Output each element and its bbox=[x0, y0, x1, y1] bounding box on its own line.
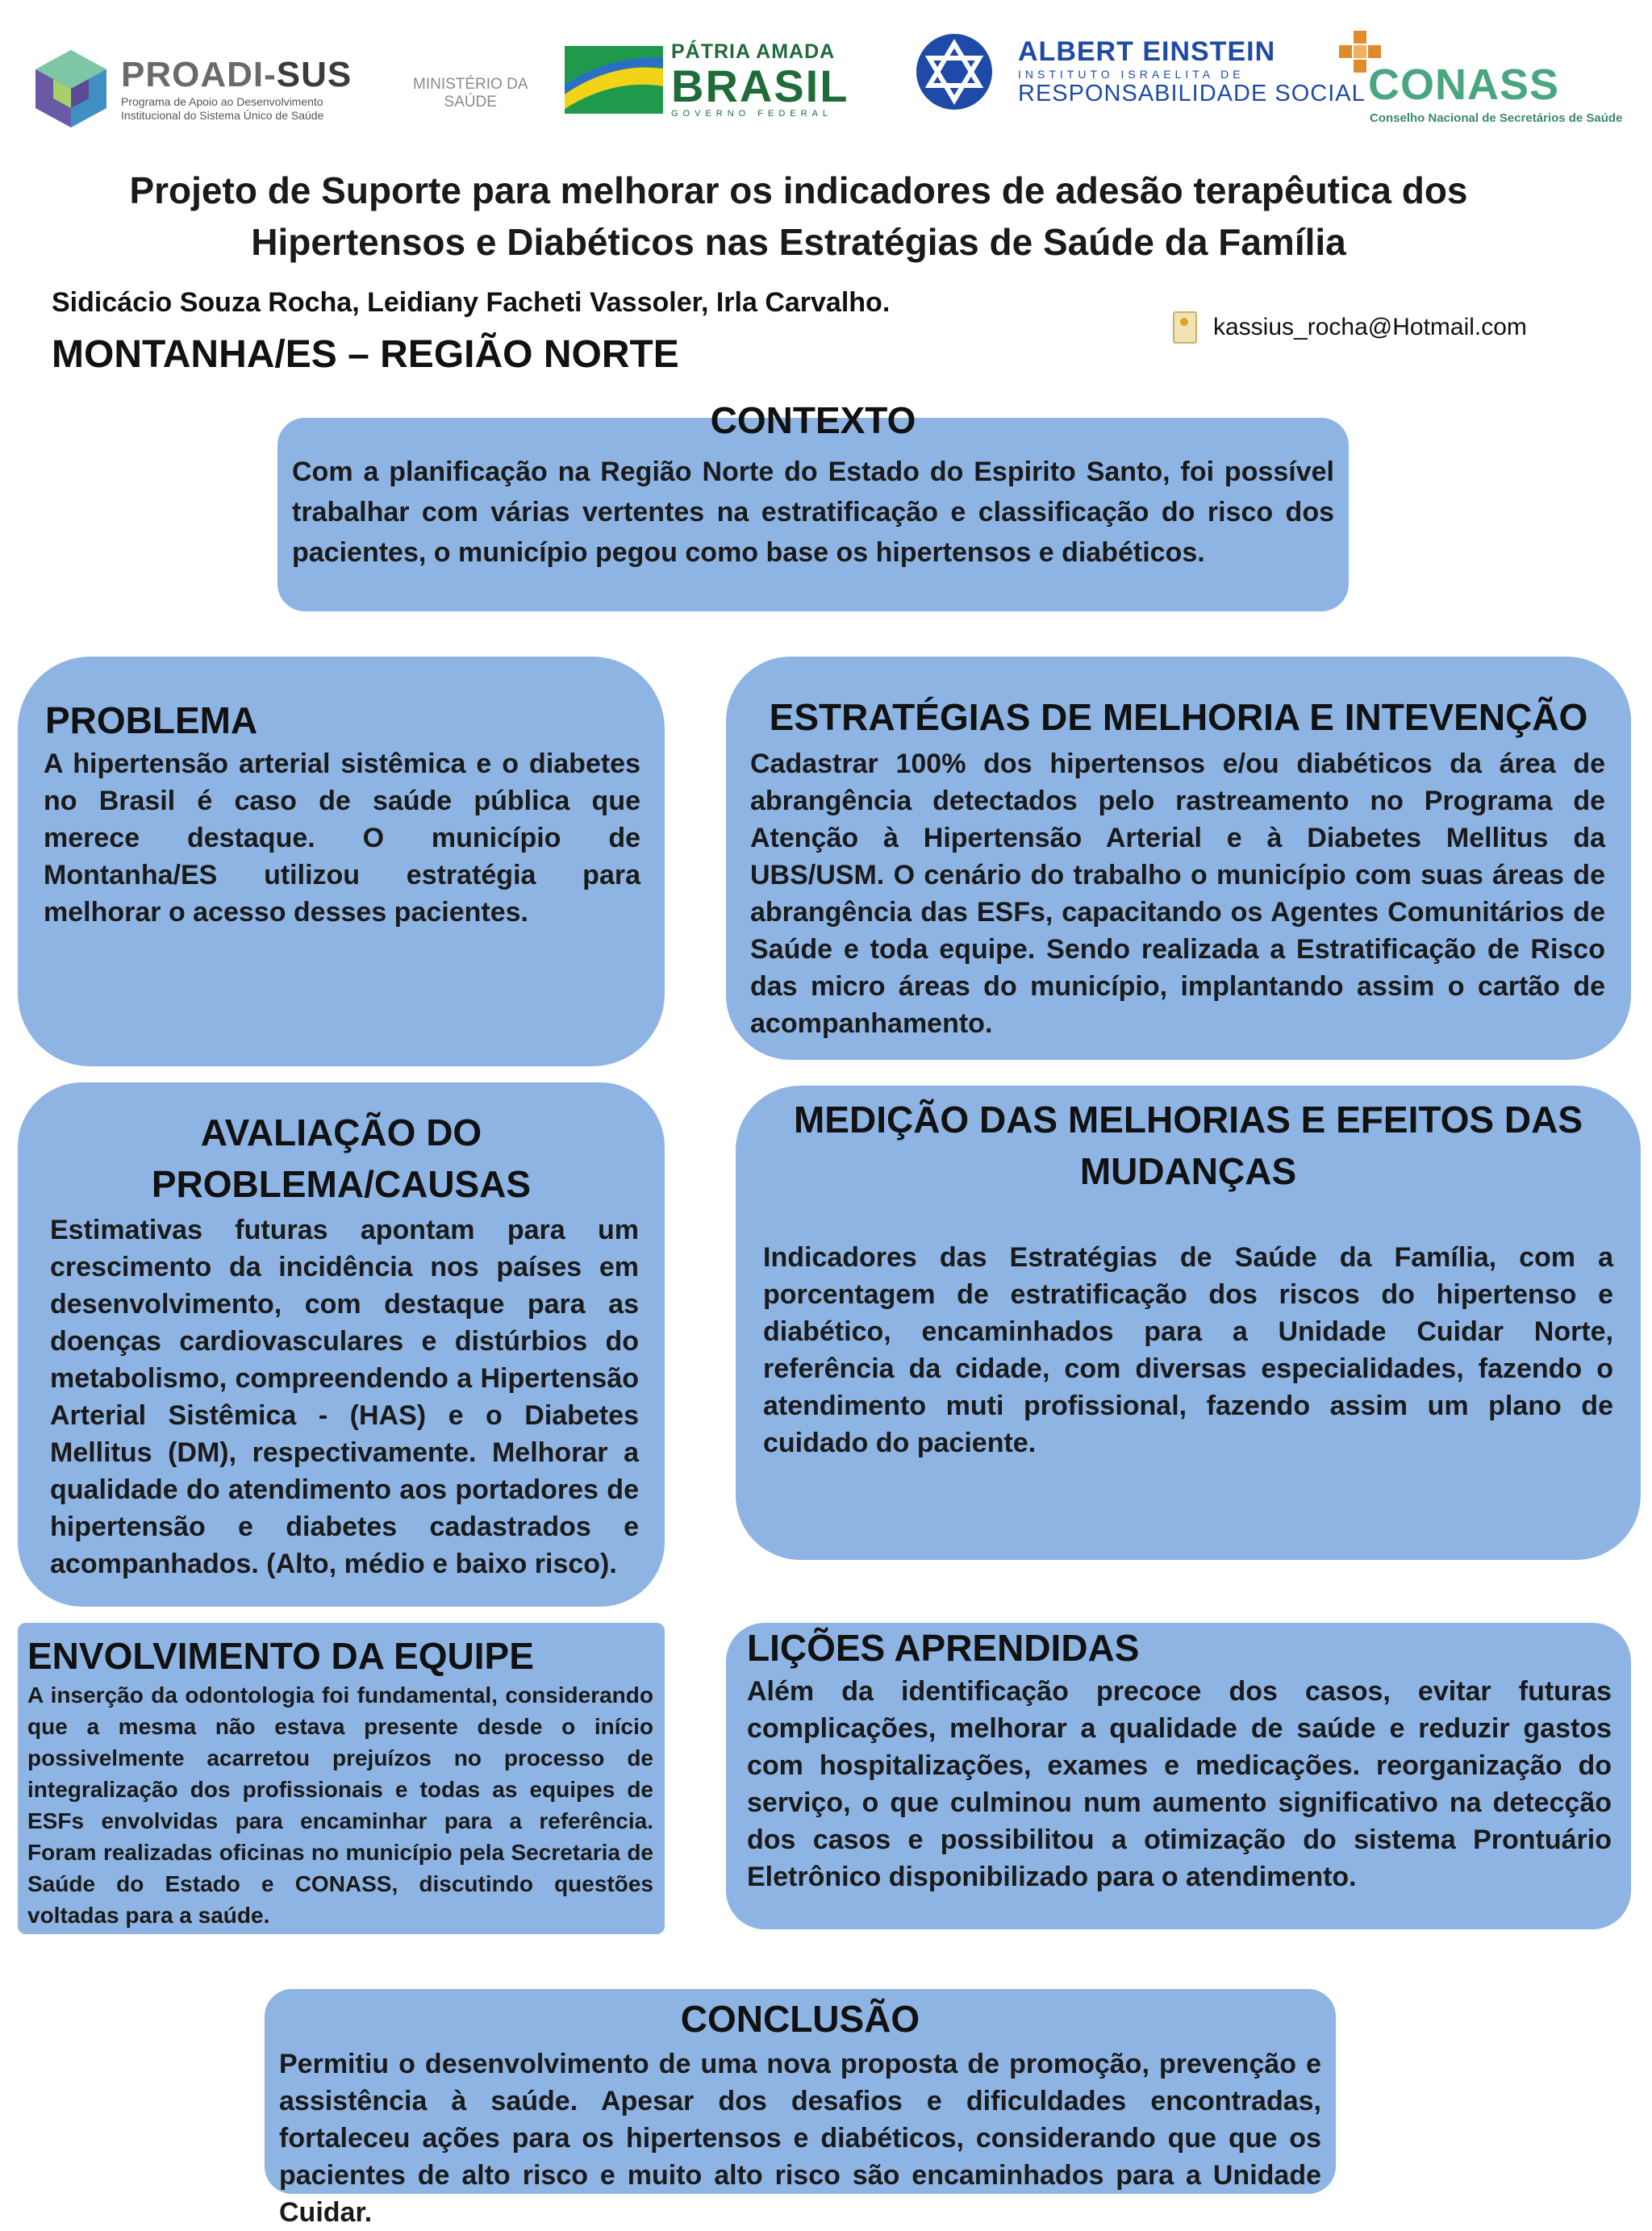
section-envolvimento bbox=[18, 1623, 665, 1934]
contexto-heading: CONTEXTO bbox=[710, 399, 916, 441]
envolvimento-heading: ENVOLVIMENTO DA EQUIPE bbox=[27, 1635, 534, 1677]
proadi-cube-icon bbox=[32, 47, 110, 131]
location: MONTANHA/ES – REGIÃO NORTE bbox=[52, 333, 679, 376]
licoes-heading: LIÇÕES APRENDIDAS bbox=[747, 1627, 1140, 1669]
email-contact bbox=[1173, 311, 1527, 344]
problema-heading: PROBLEMA bbox=[45, 699, 258, 741]
patria-amada-brasil-logo bbox=[565, 40, 849, 119]
title-line-1: Projeto de Suporte para melhorar os indicadores de adesão terapêutica dos bbox=[129, 169, 1468, 211]
albert-einstein-logo bbox=[915, 32, 1366, 111]
section-problema bbox=[18, 657, 665, 1066]
proadi-subtitle-2: Institucional do Sistema Único de Saúde bbox=[121, 109, 324, 122]
email-address: kassius_rocha@Hotmail.com bbox=[1213, 314, 1527, 340]
einstein-title: ALBERT EINSTEIN bbox=[1018, 36, 1276, 67]
medicao-heading-line-2: MUDANÇAS bbox=[1079, 1150, 1297, 1192]
ministerio-line2: SAÚDE bbox=[444, 94, 497, 111]
avaliacao-heading bbox=[18, 1107, 665, 1210]
medicao-heading-line-1: MEDIÇÃO DAS MELHORIAS E EFEITOS DAS bbox=[793, 1099, 1583, 1141]
einstein-responsibility: RESPONSABILIDADE SOCIAL bbox=[1018, 81, 1366, 106]
medicao-text: Indicadores das Estratégias de Saúde da Família, com a porcentagem de estratificação dos riscos do hipertenso e diabético, encaminhados para a Unidade Cuidar Norte, referência da cidade, com diversas especialidades, fazendo o atendimento muti profissional, fazendo assim um plano de cuidado do paciente. bbox=[763, 1242, 1613, 1458]
avaliacao-heading-line-2: PROBLEMA/CAUSAS bbox=[151, 1163, 532, 1205]
section-medicao bbox=[736, 1086, 1641, 1560]
proadi-name-part1: PROADI- bbox=[121, 55, 277, 94]
proadi-name-part2: SUS bbox=[276, 55, 353, 94]
ministerio-line1: MINISTÉRIO DA bbox=[413, 76, 528, 93]
conclusao-text: Permitiu o desenvolvimento de uma nova proposta de promoção, prevenção e assistência à saúde. Apesar dos desafios e dificuldades encontradas, fortaleceu ações para os hipertensos e diabéticos, considerando que que os pacientes de alto risco e muito alto risco são encaminhados para a Unidade Cuidar. bbox=[279, 2049, 1321, 2228]
proadi-sus-logo bbox=[32, 47, 352, 131]
brasil-gov-text: GOVERNO FEDERAL bbox=[671, 109, 833, 119]
problema-text: A hipertensão arterial sistêmica e o diabetes no Brasil é caso de saúde pública que merece destaque. O município de Montanha/ES utilizou estratégia para melhorar o acesso desses pacientes. bbox=[44, 749, 640, 928]
section-avaliacao bbox=[18, 1082, 665, 1607]
title-line-2: Hipertensos e Diabéticos nas Estratégias de Saúde da Família bbox=[251, 221, 1346, 263]
brasil-big-text: BRASIL bbox=[671, 60, 849, 111]
authors: Sidicácio Souza Rocha, Leidiany Facheti Vassoler, Irla Carvalho. bbox=[52, 287, 891, 318]
ministerio-saude-logo bbox=[413, 76, 528, 111]
conass-subtitle: Conselho Nacional de Secretários de Saúde bbox=[1370, 111, 1623, 125]
section-contexto bbox=[277, 399, 1349, 611]
licoes-text: Além da identificação precoce dos casos, evitar futuras complicações, melhorar a qualidade de saúde e reduzir gastos com hospitalizações, exames e medicações. reorganização do serviço, o que culminou num aumento significativo na detecção dos casos e possibilitou a otimização do sistema Prontuário Eletrônico disponibilizado para o atendimento. bbox=[747, 1676, 1612, 1892]
brazil-flag-icon bbox=[565, 46, 663, 114]
envolvimento-text: A inserção da odontologia foi fundamental, considerando que a mesma não estava presente desde o início possivelmente acarretou prejuízos no processo de integralização dos profissionais e todas as equipes de ESFs envolvidas para encaminhar para a referência. Foram realizadas oficinas no município pela Secretaria de Saúde do Estado e CONASS, discutindo questões voltadas para a saúde. bbox=[27, 1683, 653, 1928]
poster-title bbox=[81, 165, 1516, 268]
einstein-institute: INSTITUTO ISRAELITA DE bbox=[1018, 68, 1245, 81]
contexto-text: Com a planificação na Região Norte do Estado do Espirito Santo, foi possível trabalhar com várias vertentes na estratificação e classificação do risco dos pacientes, o município pegou como base os hipertensos e diabéticos. bbox=[292, 457, 1334, 568]
avaliacao-text: Estimativas futuras apontam para um crescimento da incidência nos países em desenvolvimento, com destaque para as doenças cardiovasculares e distúrbios do metabolismo, compreendendo a Hipertensão Arterial Sistêmica - (HAS) e o Diabetes Mellitus (DM), respectivamente. Melhorar a qualidade do atendimento aos portadores de hipertensão e diabetes cadastrados e acompanhados. (Alto, médio e baixo risco). bbox=[50, 1215, 639, 1579]
estrategias-text: Cadastrar 100% dos hipertensos e/ou diabéticos da área de abrangência detectados pelo rastreamento no Programa de Atenção à Hipertensão Arterial e à Diabetes Mellitus da UBS/USM. O cenário do trabalho o município com suas áreas de abrangência das ESFs, capacitando os Agentes Comunitários de Saúde e toda equipe. Sendo realizada a Estratificação de Risco das micro áreas do município, implantando assim o cartão de acompanhamento. bbox=[750, 749, 1605, 1039]
proadi-subtitle-1: Programa de Apoio ao Desenvolvimento bbox=[121, 95, 323, 108]
conass-logo bbox=[1336, 31, 1652, 127]
einstein-star-icon bbox=[915, 32, 994, 111]
email-icon bbox=[1173, 311, 1197, 344]
estrategias-heading: ESTRATÉGIAS DE MELHORIA E INTEVENÇÃO bbox=[769, 696, 1588, 738]
conclusao-heading: CONCLUSÃO bbox=[680, 1998, 920, 2040]
medicao-heading bbox=[736, 1094, 1641, 1197]
conass-name: CONASS bbox=[1368, 60, 1560, 109]
section-estrategias bbox=[726, 657, 1631, 1060]
section-licoes bbox=[726, 1623, 1631, 1929]
section-conclusao bbox=[265, 1989, 1336, 2228]
brasil-top-text: PÁTRIA AMADA bbox=[671, 40, 836, 63]
avaliacao-heading-line-1: AVALIAÇÃO DO bbox=[200, 1111, 482, 1153]
